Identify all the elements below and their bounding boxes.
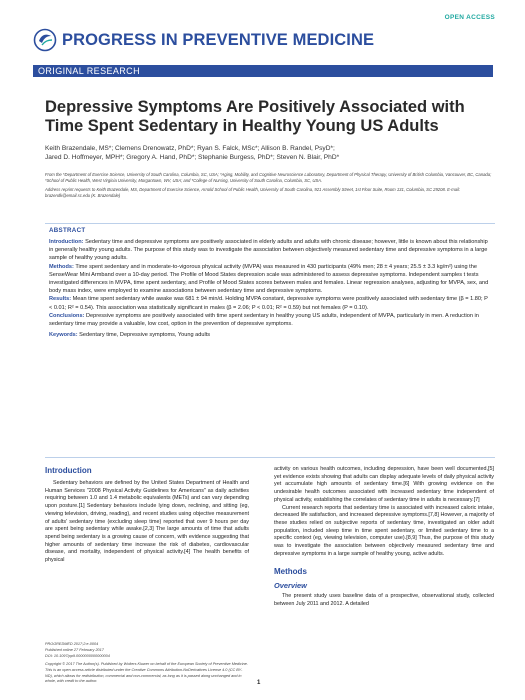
paragraph: Current research reports that sedentary time is associated with increased caloric intake, decreased life satisfaction, and increased depressive symptoms.[7,8] However, a majority of these studies relied on subjective reports of sedentary time, investigated an older adult population, included sleep time in time spent sedentary, or limited sedentary time to a specific context (eg, viewing television, computer use).[8,9] Thus, the purpose of this study was to investigate the association between objectively measured sedentary time and depressive symptoms in a large sample of healthy young, active adults.: [274, 504, 494, 557]
affiliation-text: From the *Department of Exercise Science, University of South Carolina, Columbia, SC, USA; *Aging, Mobility, and Cognitive Neuroscience Laboratory, Department of Physical Therapy, University of British Columbia, Vancouver, BC, Canada; *School of Public Health, West Virginia University, Morgantown, WV, USA; and *College of Nursing, University of South Carolina, Columbia, SC, USA.: [45, 172, 492, 184]
copyright-notice: Copyright © 2017 The Author(s). Published by Wolters Kluwer on behalf of the European Society of Preventive Medicine. This is an open access article distributed under the Creative Commons Attribution-NoDerivatives License 4.0 (CC BY-ND), which allows for redistribution, commercial and non-commercial, as long as it is passed along unchanged and in whole, with credit to the author.: [45, 661, 248, 684]
overview-heading: Overview: [274, 581, 307, 591]
author-line: Keith Brazendale, MS*; Clemens Drenowatz, PhD*; Ryan S. Falck, MSc*; Allison B. Randel, PsyD*;: [45, 145, 335, 152]
abstract-top-rule: [45, 223, 495, 224]
section-banner: [33, 65, 493, 77]
paragraph: activity on various health outcomes, including depression, have been well documented,[5] yet evidence exists showing that adults can display adequate levels of daily physical activity yet accumulate high amounts of sedentary time.[6] With growing evidence on the undesirable health outcomes associated with increased sedentary time independent of physical activity, establishing the correlates of sedentary time in adults is necessary.[7]: [274, 466, 494, 503]
left-column: [45, 466, 249, 565]
introduction-continued: [274, 466, 494, 558]
affiliations: [45, 172, 500, 199]
abstract-intro: Sedentary time and depressive symptoms are positively associated in elderly adults and adults with chronic disease; however, little is known about this relationship in generally healthy young adults. The purpose of this study was to investigate the association between objectively measured sedentary time and depressive symptoms in a large sample of healthy young adults.: [49, 239, 488, 262]
article-meta: [45, 642, 249, 685]
section-label: ORIGINAL RESEARCH: [38, 66, 140, 76]
journal-logo-icon: [33, 28, 57, 52]
abstract-bottom-rule: [45, 457, 495, 458]
doi: DOI: 10.1097/pp9.0000000000000004: [45, 653, 110, 658]
paragraph: The present study uses baseline data of a prospective, observational study, collected between July 2011 and 2012. A detailed: [274, 593, 494, 608]
open-access-label: OPEN ACCESS: [444, 14, 495, 21]
overview-text: [274, 593, 494, 608]
introduction-text: [45, 480, 249, 565]
keywords: Sedentary time, Depressive symptoms, Young adults: [79, 332, 211, 339]
abstract-heading: ABSTRACT: [49, 227, 86, 234]
article-title: Depressive Symptoms Are Positively Associated with Time Spent Sedentary in Healthy Young US Adults: [45, 98, 465, 135]
introduction-heading: Introduction: [45, 466, 92, 475]
abstract-methods: Time spent sedentary and in moderate-to-vigorous physical activity (MVPA) was measured in 430 participants (49% men; 28 ± 4 years; 25.5 ± 3.3 kg/m²) using the SenseWear Mini Armband over a 10-day period. The Profile of Mood States depression scale was administered to assess depressive symptoms. Independent samples t tests investigated differences in MVPA, time spent sedentary, and Profile of Mood States scores between males and females. Linear regression analyses, adjusting for MVPA, sex, and body mass index, were employed to examine associations between sedentary time and depressive symptoms.: [49, 263, 489, 295]
citation-line: PROGREDMED 2017;2:e-0004: [45, 642, 99, 646]
paragraph: Sedentary behaviors are defined by the United States Department of Health and Human Services "2008 Physical Activity Guidelines for Americans" as daily activities requiring between 1.0 and 1.4 metabolic equivalents (METs) and can vary depending upon posture.[1] Sedentary behaviors include lying down, reclining, and sitting (eg, viewing television, driving, reading), and recent studies using objective measurement of adults' sedentary time (excluding sleep time) reported that over 9 hours per day are spent being sedentary while awake.[2,3] The large amounts of time that adults spend being sedentary is a growing cause of concern, with evidence suggesting that higher amounts of sedentary time increase the risk of diabetes, cardiovascular disease, and mortality, independent of physical activity.[4] The health benefits of physical: [45, 480, 249, 564]
abstract-intro-label: Introduction:: [49, 239, 84, 245]
abstract-results: Mean time spent sedentary while awake was 681 ± 94 min/d. Holding MVPA constant, depressive symptoms were positively associated with sedentary time (β = 1.80; P < 0.01; R² = 0.54). This association was statistically significant in males (β = 2.06; P < 0.01; R² = 0.59) but not females (P = 0.10).: [49, 296, 488, 311]
page-number: 1: [257, 680, 261, 686]
author-line: Jared D. Hoffmeyer, MPH*; Gregory A. Hand, PhD*; Stephanie Burgess, PhD*; Steven N. Blair, PhD*: [45, 154, 340, 162]
abstract-conclusions: Depressive symptoms are positively associated with time spent sedentary in healthy young US adults, independent of MVPA, particularly in men. A reduction in sedentary time may provide a valuable, low cost, option in the prevention of depressive symptoms.: [49, 312, 479, 328]
journal-title: PROGRESS IN PREVENTIVE MEDICINE: [62, 31, 375, 49]
methods-heading: Methods: [274, 567, 307, 577]
author-list: [45, 144, 500, 162]
abstract-body: [49, 238, 492, 339]
right-column: [274, 466, 494, 609]
published-date: Published online 27 February 2017: [45, 647, 104, 652]
abstract-methods-label: Methods:: [49, 263, 74, 270]
abstract-conclusions-label: Conclusions:: [49, 312, 85, 319]
reprint-address: Address reprint requests to Keith Brazendale, MS, Department of Exercise Science, Arnold School of Public Health, University of South Carolina, 921 Assembly Street, 1st Floor Suite, Room 131, Columbia, SC 29208. E-mail: brazendk@email.sc.edu (K. Brazendale): [45, 186, 461, 198]
abstract-results-label: Results:: [49, 296, 72, 303]
keywords-label: Keywords:: [49, 332, 78, 339]
